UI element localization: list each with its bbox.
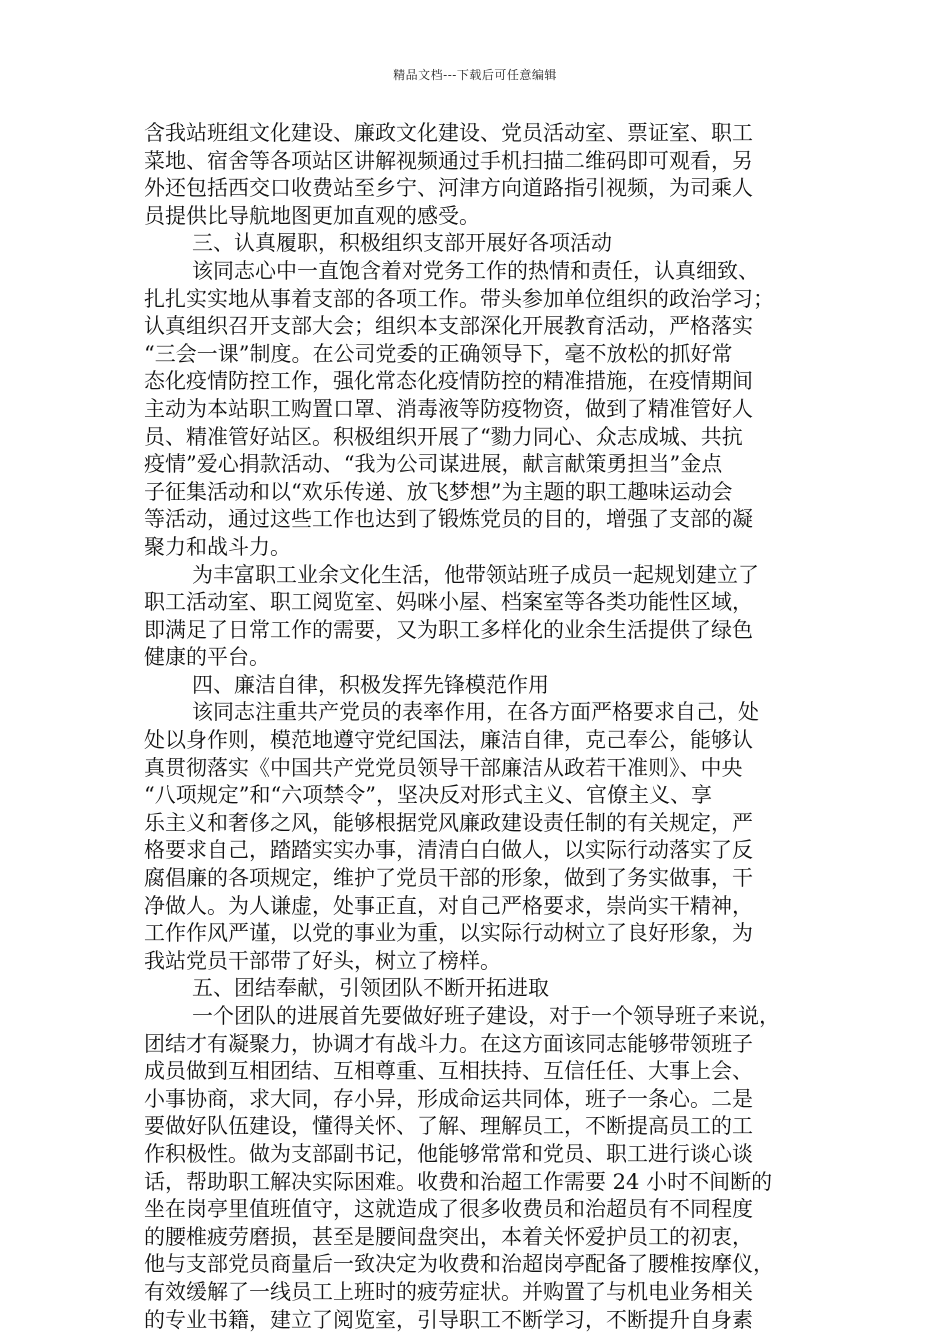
paragraph-line: 作积极性。做为支部副书记，他能够常常和党员、职工进行谈心谈	[144, 1141, 753, 1166]
paragraph-line: 员、精准管好站区。积极组织开展了“勠力同心、众志成城、共抗	[144, 424, 743, 449]
paragraph-line: 净做人。为人谦虚，处事正直，对自己严格要求，崇尚实干精神，	[144, 893, 753, 918]
paragraph-line: 的专业书籍，建立了阅览室，引导职工不断学习，不断提升自身素	[144, 1307, 753, 1332]
paragraph-line: 处以身作则，模范地遵守党纪国法，廉洁自律，克己奉公，能够认	[144, 728, 753, 753]
paragraph-line: 子征集活动和以“欢乐传递、放飞梦想”为主题的职工趣味运动会	[144, 479, 733, 504]
paragraph-line: 扎扎实实地从事着支部的各项工作。带头参加单位组织的政治学习；	[144, 286, 774, 311]
paragraph-line: 话，帮助职工解决实际困难。收费和治超工作需要 24 小时不间断的	[144, 1169, 773, 1194]
paragraph-line: 腐倡廉的各项规定，维护了党员干部的形象，做到了务实做事，干	[144, 866, 753, 891]
paragraph-line: 疫情”爱心捐款活动、“我为公司谋进展，献言献策勇担当”金点	[144, 452, 723, 477]
paragraph-line: 菜地、宿舍等各项站区讲解视频通过手机扫描二维码即可观看，另	[144, 148, 753, 173]
page-header: 精品文档---下载后可任意编辑	[393, 68, 557, 82]
paragraph-line: 聚力和战斗力。	[144, 534, 291, 559]
paragraph-line: 他与支部党员商量后一致决定为收费和治超岗亭配备了腰椎按摩仪，	[144, 1252, 774, 1277]
paragraph-line: 态化疫情防控工作，强化常态化疫情防控的精准措施，在疫情期间	[144, 369, 753, 394]
paragraph-line: 小事协商，求大同，存小异，形成命运共同体，班子一条心。二是	[144, 1086, 753, 1111]
paragraph-line: 员提供比导航地图更加直观的感受。	[144, 203, 480, 228]
paragraph-line: 主动为本站职工购置口罩、消毒液等防疫物资，做到了精准管好人	[144, 396, 753, 421]
paragraph-line: 认真组织召开支部大会；组织本支部深化开展教育活动，严格落实	[144, 314, 753, 339]
paragraph-line: 乐主义和奢侈之风，能够根据党风廉政建设责任制的有关规定，严	[144, 810, 753, 835]
paragraph-line: 一个团队的进展首先要做好班子建设，对于一个领导班子来说，	[192, 1004, 780, 1028]
paragraph-line: “三会一课”制度。在公司党委的正确领导下，毫不放松的抓好常	[144, 341, 733, 366]
paragraph-line: 成员做到互相团结、互相尊重、互相扶持、互信任任、大事上会、	[144, 1059, 753, 1084]
paragraph-line: 真贯彻落实《中国共产党党员领导干部廉洁从政若干准则》、中央	[144, 755, 743, 780]
paragraph-line: 坐在岗亭里值班值守，这就造成了很多收费员和治超员有不同程度	[144, 1197, 753, 1222]
paragraph-line: 外还包括西交口收费站至乡宁、河津方向道路指引视频，为司乘人	[144, 176, 753, 201]
paragraph-line: 该同志注重共产党员的表率作用，在各方面严格要求自己，处	[192, 700, 759, 725]
section-heading: 五、团结奉献，引领团队不断开拓进取	[192, 976, 549, 1001]
section-heading: 四、廉洁自律，积极发挥先锋模范作用	[192, 672, 549, 697]
paragraph-line: 有效缓解了一线员工上班时的疲劳症状。并购置了与机电业务相关	[144, 1279, 753, 1304]
paragraph-line: 即满足了日常工作的需要，又为职工多样化的业余生活提供了绿色	[144, 617, 753, 642]
paragraph-line: 格要求自己，踏踏实实办事，清清白白做人，以实际行动落实了反	[144, 838, 753, 863]
section-heading: 三、认真履职，积极组织支部开展好各项活动	[192, 231, 612, 256]
paragraph-line: 我站党员干部带了好头，树立了榜样。	[144, 948, 501, 973]
document-body	[144, 120, 814, 1334]
paragraph-line: 等活动，通过这些工作也达到了锻炼党员的目的，增强了支部的凝	[144, 507, 753, 532]
paragraph-line: “八项规定”和“六项禁令”，坚决反对形式主义、官僚主义、享	[144, 783, 712, 808]
paragraph-line: 该同志心中一直饱含着对党务工作的热情和责任，认真细致、	[192, 258, 759, 283]
paragraph-line: 为丰富职工业余文化生活，他带领站班子成员一起规划建立了	[192, 562, 759, 587]
paragraph-line: 团结才有凝聚力，协调才有战斗力。在这方面该同志能够带领班子	[144, 1031, 753, 1056]
paragraph-line: 的腰椎疲劳磨损，甚至是腰间盘突出，本着关怀爱护员工的初衷，	[144, 1224, 753, 1249]
paragraph-line: 含我站班组文化建设、廉政文化建设、党员活动室、票证室、职工	[144, 121, 753, 145]
paragraph-line: 健康的平台。	[144, 645, 270, 670]
paragraph-line: 要做好队伍建设，懂得关怀、了解、理解员工，不断提高员工的工	[144, 1114, 753, 1139]
paragraph-line: 工作作风严谨，以党的事业为重，以实际行动树立了良好形象，为	[144, 921, 753, 946]
paragraph-line: 职工活动室、职工阅览室、妈咪小屋、档案室等各类功能性区域，	[144, 590, 753, 615]
